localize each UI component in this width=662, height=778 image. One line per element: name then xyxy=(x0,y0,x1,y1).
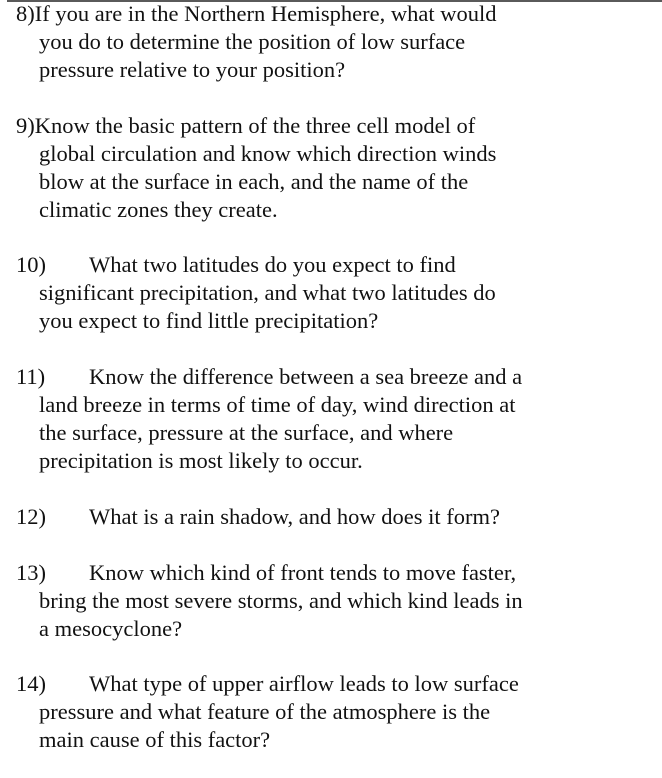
question-13-number: 13) xyxy=(16,560,46,585)
question-8-line-1: 8)If you are in the Northern Hemisphere, what would xyxy=(16,1,497,26)
question-10-line-2: significant precipitation, and what two latitudes do xyxy=(39,280,496,305)
question-10-line-1: 10) What two latitudes do you expect to find xyxy=(16,252,456,277)
question-11-number: 11) xyxy=(16,364,46,389)
question-14-line-2: pressure and what feature of the atmosphere is the xyxy=(39,699,491,724)
question-13-line-3: a mesocyclone? xyxy=(39,616,183,641)
question-14-line-1: 14) What type of upper airflow leads to low surface xyxy=(16,671,519,696)
question-8-line-3: pressure relative to your position? xyxy=(39,57,346,82)
question-10-number: 10) xyxy=(16,252,46,277)
question-11-line-1: 11) Know the difference between a sea breeze and a xyxy=(16,364,523,389)
question-14-number: 14) xyxy=(16,671,46,696)
question-9-number: 9) xyxy=(16,113,35,138)
question-9-line-3: blow at the surface in each, and the name of the xyxy=(39,169,469,194)
question-9-line-2: global circulation and know which direction winds xyxy=(39,141,497,166)
question-10-line-3: you expect to find little precipitation? xyxy=(39,308,379,333)
question-11-line-2: land breeze in terms of time of day, wind direction at xyxy=(39,392,516,417)
question-9-line-4: climatic zones they create. xyxy=(39,197,278,222)
question-9 xyxy=(16,112,656,224)
question-13 xyxy=(16,559,656,643)
question-13-line-2: bring the most severe storms, and which kind leads in xyxy=(39,588,523,613)
question-12 xyxy=(16,503,656,531)
question-14-line-3: main cause of this factor? xyxy=(39,727,271,752)
question-11-line-3: the surface, pressure at the surface, and where xyxy=(39,420,454,445)
question-13-line-1: 13) Know which kind of front tends to move faster, xyxy=(16,560,517,585)
question-12-line-1: 12) What is a rain shadow, and how does it form? xyxy=(16,504,500,529)
question-8-line-2: you do to determine the position of low surface xyxy=(39,29,466,54)
question-8-number: 8) xyxy=(16,1,35,26)
question-11-line-4: precipitation is most likely to occur. xyxy=(39,448,363,473)
question-12-number: 12) xyxy=(16,504,46,529)
question-11 xyxy=(16,363,656,475)
question-10 xyxy=(16,251,656,335)
question-8 xyxy=(16,0,656,84)
question-14 xyxy=(16,670,656,754)
question-9-line-1: 9)Know the basic pattern of the three cell model of xyxy=(16,113,476,138)
